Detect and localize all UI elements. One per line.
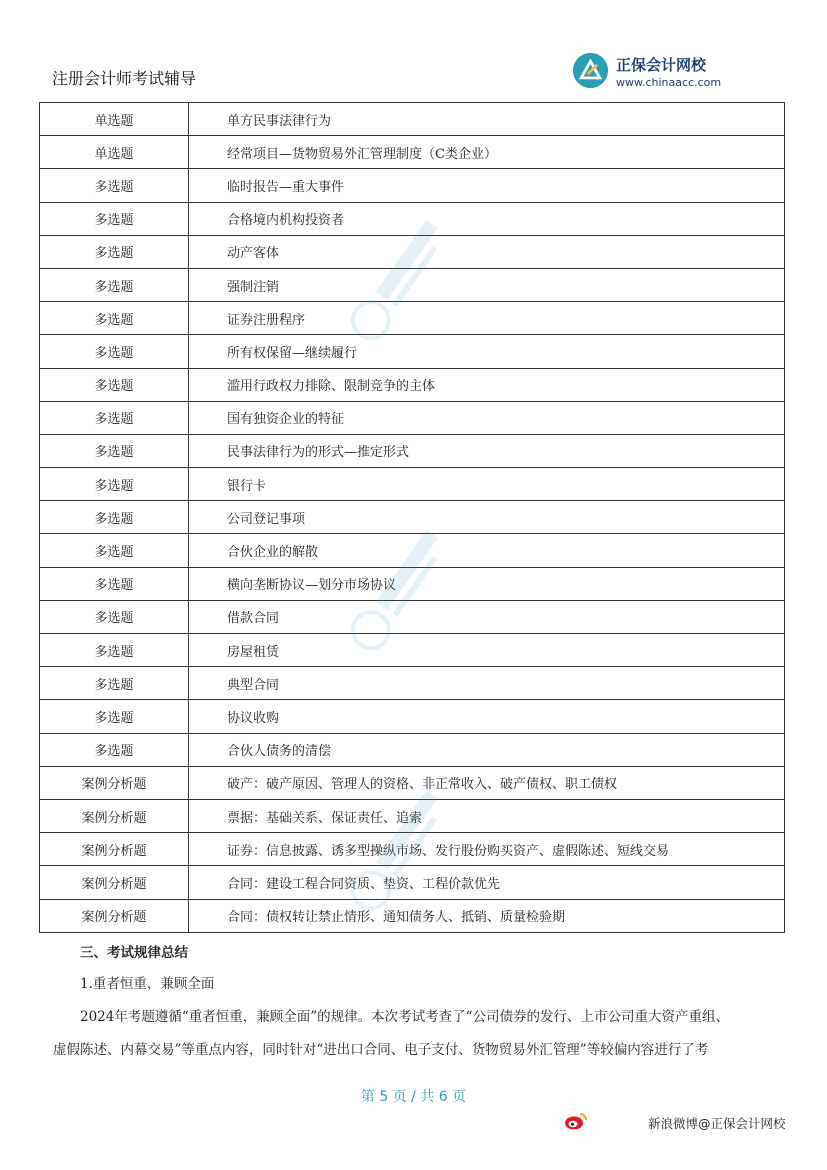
topic-cell: 公司登记事项 bbox=[189, 501, 785, 534]
paragraph-line-2: 虚假陈述、内幕交易”等重点内容，同时针对“进出口合同、电子支付、货物贸易外汇管理”等较偏内容进行了考 bbox=[53, 1042, 709, 1058]
topic-cell: 临时报告—重大事件 bbox=[189, 169, 785, 202]
topic-cell: 国有独资企业的特征 bbox=[189, 401, 785, 434]
table-row bbox=[40, 368, 785, 401]
topic-cell: 民事法律行为的形式—推定形式 bbox=[189, 434, 785, 467]
table-row bbox=[40, 169, 785, 202]
topic-cell: 借款合同 bbox=[189, 600, 785, 633]
question-type-cell: 多选题 bbox=[40, 335, 189, 368]
weibo-handle: 新浪微博@正保会计网校 bbox=[648, 1116, 786, 1131]
topic-cell: 房屋租赁 bbox=[189, 634, 785, 667]
question-type-cell: 多选题 bbox=[40, 567, 189, 600]
logo-url: www.chinaacc.com bbox=[616, 76, 722, 89]
logo-emblem-icon bbox=[572, 52, 609, 89]
table-row bbox=[40, 833, 785, 866]
question-type-cell: 案例分析题 bbox=[40, 899, 189, 932]
question-type-cell: 案例分析题 bbox=[40, 799, 189, 832]
table-row bbox=[40, 401, 785, 434]
table-row bbox=[40, 235, 785, 268]
weibo-icon bbox=[564, 1111, 588, 1131]
topic-cell: 银行卡 bbox=[189, 468, 785, 501]
topic-cell: 滥用行政权力排除、限制竞争的主体 bbox=[189, 368, 785, 401]
question-type-cell: 多选题 bbox=[40, 700, 189, 733]
question-type-cell: 多选题 bbox=[40, 368, 189, 401]
question-type-cell: 多选题 bbox=[40, 468, 189, 501]
question-type-cell: 多选题 bbox=[40, 733, 189, 766]
question-type-cell: 多选题 bbox=[40, 268, 189, 301]
topic-cell: 合格境内机构投资者 bbox=[189, 202, 785, 235]
table-row bbox=[40, 667, 785, 700]
table-row bbox=[40, 268, 785, 301]
topic-cell: 破产：破产原因、管理人的资格、非正常收入、破产债权、职工债权 bbox=[189, 766, 785, 799]
table-row bbox=[40, 700, 785, 733]
table-row bbox=[40, 501, 785, 534]
table-row bbox=[40, 634, 785, 667]
question-type-cell: 多选题 bbox=[40, 169, 189, 202]
topic-cell: 协议收购 bbox=[189, 700, 785, 733]
topic-cell: 典型合同 bbox=[189, 667, 785, 700]
question-type-cell: 案例分析题 bbox=[40, 866, 189, 899]
exam-topics-table bbox=[39, 102, 785, 933]
table-row bbox=[40, 468, 785, 501]
table-row bbox=[40, 103, 785, 136]
table-row bbox=[40, 733, 785, 766]
sub-heading: 1.重者恒重，兼顾全面 bbox=[80, 976, 215, 992]
table-row bbox=[40, 335, 785, 368]
table-row bbox=[40, 866, 785, 899]
logo-name: 正保会计网校 bbox=[616, 56, 707, 74]
topic-cell: 动产客体 bbox=[189, 235, 785, 268]
question-type-cell: 多选题 bbox=[40, 667, 189, 700]
topic-cell: 证券注册程序 bbox=[189, 302, 785, 335]
question-type-cell: 多选题 bbox=[40, 600, 189, 633]
paragraph-line-1: 2024年考题遵循“重者恒重，兼顾全面”的规律。本次考试考查了“公司债券的发行、上市公司重大资产重组、 bbox=[80, 1009, 730, 1025]
table-row bbox=[40, 567, 785, 600]
page-number: 第 5 页 / 共 6 页 bbox=[360, 1089, 467, 1105]
table-row bbox=[40, 302, 785, 335]
question-type-cell: 多选题 bbox=[40, 501, 189, 534]
table-row bbox=[40, 434, 785, 467]
question-type-cell: 多选题 bbox=[40, 634, 189, 667]
question-type-cell: 多选题 bbox=[40, 434, 189, 467]
question-type-cell: 案例分析题 bbox=[40, 766, 189, 799]
topic-cell: 合同：债权转让禁止情形、通知债务人、抵销、质量检验期 bbox=[189, 899, 785, 932]
topic-cell: 横向垄断协议—划分市场协议 bbox=[189, 567, 785, 600]
question-type-cell: 单选题 bbox=[40, 103, 189, 136]
topic-cell: 证券：信息披露、诱多型操纵市场、发行股份购买资产、虚假陈述、短线交易 bbox=[189, 833, 785, 866]
header-title: 注册会计师考试辅导 bbox=[52, 69, 197, 88]
question-type-cell: 案例分析题 bbox=[40, 833, 189, 866]
topic-cell: 票据：基础关系、保证责任、追索 bbox=[189, 799, 785, 832]
table-row bbox=[40, 136, 785, 169]
table-row bbox=[40, 600, 785, 633]
table-row bbox=[40, 766, 785, 799]
question-type-cell: 多选题 bbox=[40, 401, 189, 434]
topic-cell: 单方民事法律行为 bbox=[189, 103, 785, 136]
question-type-cell: 多选题 bbox=[40, 235, 189, 268]
question-type-cell: 多选题 bbox=[40, 202, 189, 235]
question-type-cell: 多选题 bbox=[40, 302, 189, 335]
table-row bbox=[40, 799, 785, 832]
table-row bbox=[40, 202, 785, 235]
table-row bbox=[40, 534, 785, 567]
topic-cell: 合同：建设工程合同资质、垫资、工程价款优先 bbox=[189, 866, 785, 899]
question-type-cell: 多选题 bbox=[40, 534, 189, 567]
topic-cell: 合伙人债务的清偿 bbox=[189, 733, 785, 766]
topic-cell: 经常项目—货物贸易外汇管理制度（C类企业） bbox=[189, 136, 785, 169]
brand-logo bbox=[572, 52, 742, 94]
section-heading: 三、考试规律总结 bbox=[80, 945, 188, 961]
question-type-cell: 单选题 bbox=[40, 136, 189, 169]
topic-cell: 合伙企业的解散 bbox=[189, 534, 785, 567]
table-row bbox=[40, 899, 785, 932]
topic-cell: 强制注销 bbox=[189, 268, 785, 301]
topic-cell: 所有权保留—继续履行 bbox=[189, 335, 785, 368]
